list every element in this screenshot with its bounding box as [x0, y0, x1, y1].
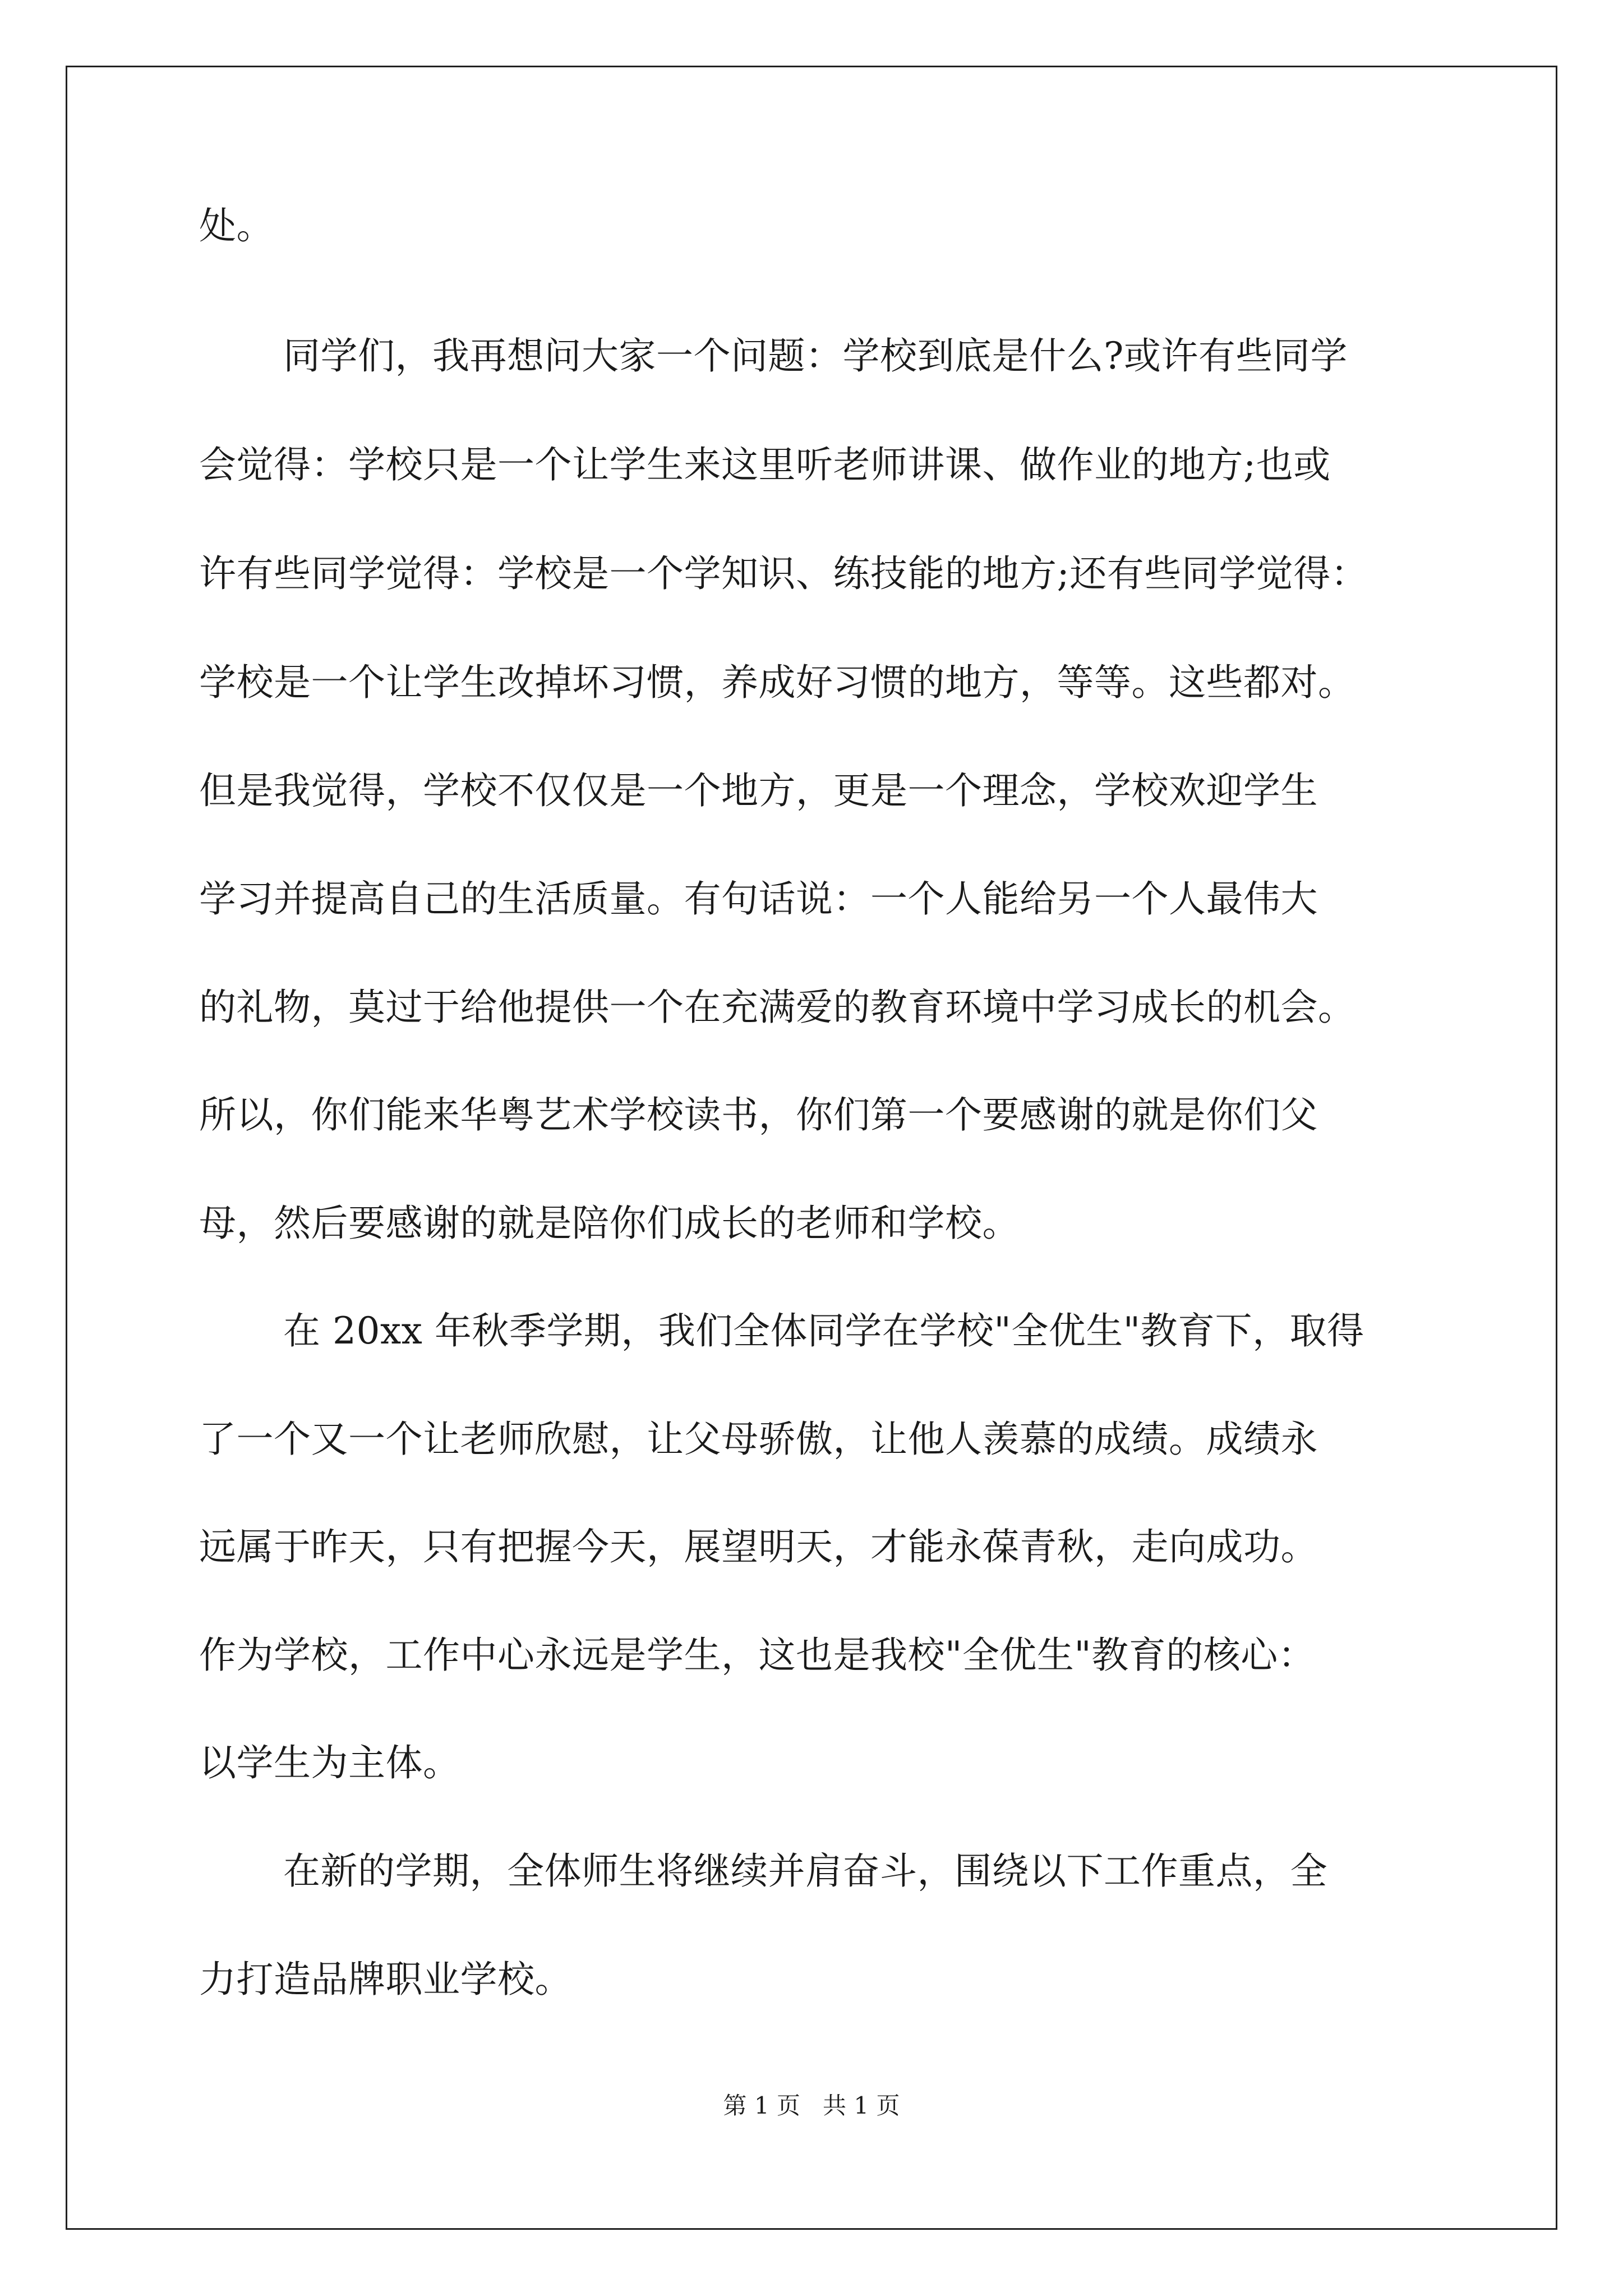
page-footer: 第 1 页 共 1 页 — [723, 2092, 900, 2119]
paragraph-line: 学习并提高自己的生活质量。有句话说：一个人能给另一个人最伟大 — [199, 877, 1318, 921]
paragraph-line: 力打造品牌职业学校。 — [199, 1958, 572, 2001]
paragraph-line: 学校是一个让学生改掉坏习惯，养成好习惯的地方，等等。这些都对。 — [199, 661, 1355, 704]
paragraph-line: 远属于昨天，只有把握今天，展望明天，才能永葆青秋，走向成功。 — [199, 1525, 1318, 1568]
paragraph-line: 在新的学期，全体师生将继续并肩奋斗，围绕以下工作重点，全 — [283, 1849, 1327, 1893]
paragraph-line: 处。 — [199, 204, 274, 247]
paragraph-line: 会觉得：学校只是一个让学生来这里听老师讲课、做作业的地方;也或 — [199, 443, 1331, 486]
paragraph-line: 但是我觉得，学校不仅仅是一个地方，更是一个理念，学校欢迎学生 — [199, 769, 1318, 812]
paragraph-line: 在 20xx 年秋季学期，我们全体同学在学校"全优生"教育下，取得 — [283, 1309, 1364, 1352]
paragraph-line: 了一个又一个让老师欣慰，让父母骄傲，让他人羡慕的成绩。成绩永 — [199, 1418, 1318, 1461]
paragraph-line: 的礼物，莫过于给他提供一个在充满爱的教育环境中学习成长的机会。 — [199, 986, 1355, 1029]
paragraph-line: 同学们，我再想问大家一个问题：学校到底是什么?或许有些同学 — [283, 334, 1348, 378]
paragraph-line: 许有些同学觉得：学校是一个学知识、练技能的地方;还有些同学觉得： — [199, 552, 1368, 595]
page-border — [66, 66, 1557, 2230]
paragraph-line: 以学生为主体。 — [199, 1741, 460, 1784]
paragraph-line: 母，然后要感谢的就是陪你们成长的老师和学校。 — [199, 1202, 1020, 1245]
paragraph-line: 所以，你们能来华粤艺术学校读书，你们第一个要感谢的就是你们父 — [199, 1093, 1318, 1137]
paragraph-line: 作为学校，工作中心永远是学生，这也是我校"全优生"教育的核心： — [199, 1634, 1316, 1677]
